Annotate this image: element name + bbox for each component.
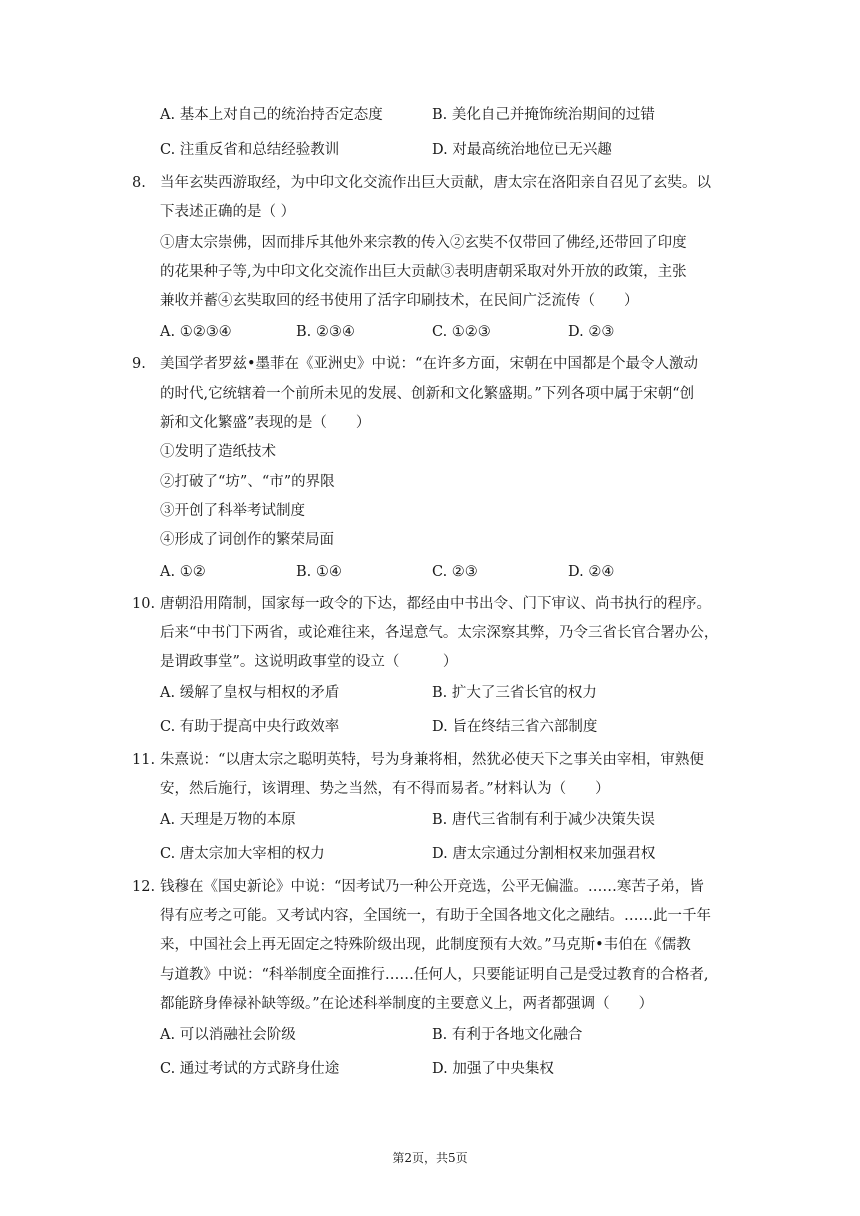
question-8-number: 8. xyxy=(132,175,146,191)
question-8-stem-line: 当年玄奘西游取经，为中印文化交流作出巨大贡献，唐太宗在洛阳亲自召见了玄奘。以 xyxy=(160,175,711,191)
question-12-option-d: D. 加强了中央集权 xyxy=(432,1061,554,1077)
question-11-number: 11. xyxy=(132,752,156,768)
question-8-stem-line: 下表述正确的是（ ） xyxy=(160,204,296,220)
question-8-stem-line: 的花果种子等,为中印文化交流作出巨大贡献③表明唐朝采取对外开放的政策，主张 xyxy=(160,264,687,280)
question-10-stem-line: 唐朝沿用隋制，国家每一政令的下达，都经由中书出令、门下审议、尚书执行的程序。 xyxy=(160,596,711,612)
question-10-stem-line: 是谓政事堂”。这说明政事堂的设立（ ） xyxy=(160,654,458,670)
question-11-stem-line: 朱熹说：“以唐太宗之聪明英特，号为身兼将相，然犹必使天下之事关由宰相，审熟便 xyxy=(160,752,704,768)
question-11-option-a: A. 天理是万物的本原 xyxy=(160,812,296,828)
question-12-stem-line: 来，中国社会上再无固定之特殊阶级出现，此制度预有大效。”马克斯•韦伯在《儒教 xyxy=(160,937,691,953)
question-11-option-b: B. 唐代三省制有利于减少决策失误 xyxy=(432,812,655,828)
question-8-option-c: C. ①②③ xyxy=(432,324,491,340)
question-10-option-a: A. 缓解了皇权与相权的矛盾 xyxy=(160,685,340,701)
option-c: C. 注重反省和总结经验教训 xyxy=(160,142,340,158)
question-8-stem-line: 兼收并蓄④玄奘取回的经书使用了活字印刷技术，在民间广泛流传（ ） xyxy=(160,293,639,309)
question-8-option-d: D. ②③ xyxy=(568,324,615,340)
question-11-stem-line: 安，然后施行，该谓理、势之当然，有不得而易者。”材料认为（ ） xyxy=(160,781,610,797)
question-12-stem-line: 钱穆在《国史新论》中说：“因考试乃一种公开竞选，公平无偏滥。……寒苦子弟，皆 xyxy=(160,879,704,895)
question-12-stem-line: 得有应考之可能。又考试内容，全国统一，有助于全国各地文化之融结。……此一千年 xyxy=(160,908,711,924)
question-9-option-d: D. ②④ xyxy=(568,564,615,580)
question-9-option-b: B. ①④ xyxy=(296,564,342,580)
question-12-number: 12. xyxy=(132,879,156,895)
question-10-stem-line: 后来“中书门下两省，或论难往来，各逞意气。太宗深察其弊，乃令三省长官合署办公， xyxy=(160,625,719,641)
question-8-option-a: A. ①②③④ xyxy=(160,324,232,340)
option-d: D. 对最高统治地位已无兴趣 xyxy=(432,142,612,158)
question-12-stem-line: 都能跻身俸禄补缺等级。”在论述科举制度的主要意义上，两者都强调（ ） xyxy=(160,996,654,1012)
question-10-option-b: B. 扩大了三省长官的权力 xyxy=(432,685,597,701)
option-b: B. 美化自己并掩饰统治期间的过错 xyxy=(432,107,655,123)
question-9-item: ②打破了“坊”、“市”的界限 xyxy=(160,474,335,490)
question-8-option-b: B. ②③④ xyxy=(296,324,355,340)
question-12-option-a: A. 可以消融社会阶级 xyxy=(160,1027,296,1043)
question-10-option-c: C. 有助于提高中央行政效率 xyxy=(160,719,340,735)
question-9-number: 9. xyxy=(132,356,146,372)
question-10-number: 10. xyxy=(132,596,156,612)
question-9-option-c: C. ②③ xyxy=(432,564,478,580)
question-12-option-b: B. 有利于各地文化融合 xyxy=(432,1027,583,1043)
question-9-option-a: A. ①② xyxy=(160,564,206,580)
option-a: A. 基本上对自己的统治持否定态度 xyxy=(160,107,383,123)
question-9-stem-line: 美国学者罗兹•墨菲在《亚洲史》中说：“在许多方面，宋朝在中国都是个最令人激动 xyxy=(160,356,698,372)
question-11-option-d: D. 唐太宗通过分割相权来加强君权 xyxy=(432,846,656,862)
question-10-option-d: D. 旨在终结三省六部制度 xyxy=(432,719,598,735)
page-footer: 第2页，共5页 xyxy=(392,1151,468,1165)
question-9-item: ①发明了造纸技术 xyxy=(160,444,276,460)
question-11-option-c: C. 唐太宗加大宰相的权力 xyxy=(160,846,325,862)
question-9-item: ④形成了词创作的繁荣局面 xyxy=(160,532,334,548)
question-9-stem-line: 的时代,它统辖着一个前所未见的发展、创新和文化繁盛期。”下列各项中属于宋朝“创 xyxy=(160,386,695,402)
question-9-stem-line: 新和文化繁盛”表现的是（ ） xyxy=(160,415,371,431)
question-12-stem-line: 与道教》中说：“科举制度全面推行……任何人，只要能证明自己是受过教育的合格者, xyxy=(160,967,709,983)
question-9-item: ③开创了科举考试制度 xyxy=(160,503,305,519)
question-12-option-c: C. 通过考试的方式跻身仕途 xyxy=(160,1061,340,1077)
question-8-stem-line: ①唐太宗崇佛，因而排斥其他外来宗教的传入②玄奘不仅带回了佛经,还带回了印度 xyxy=(160,235,687,251)
